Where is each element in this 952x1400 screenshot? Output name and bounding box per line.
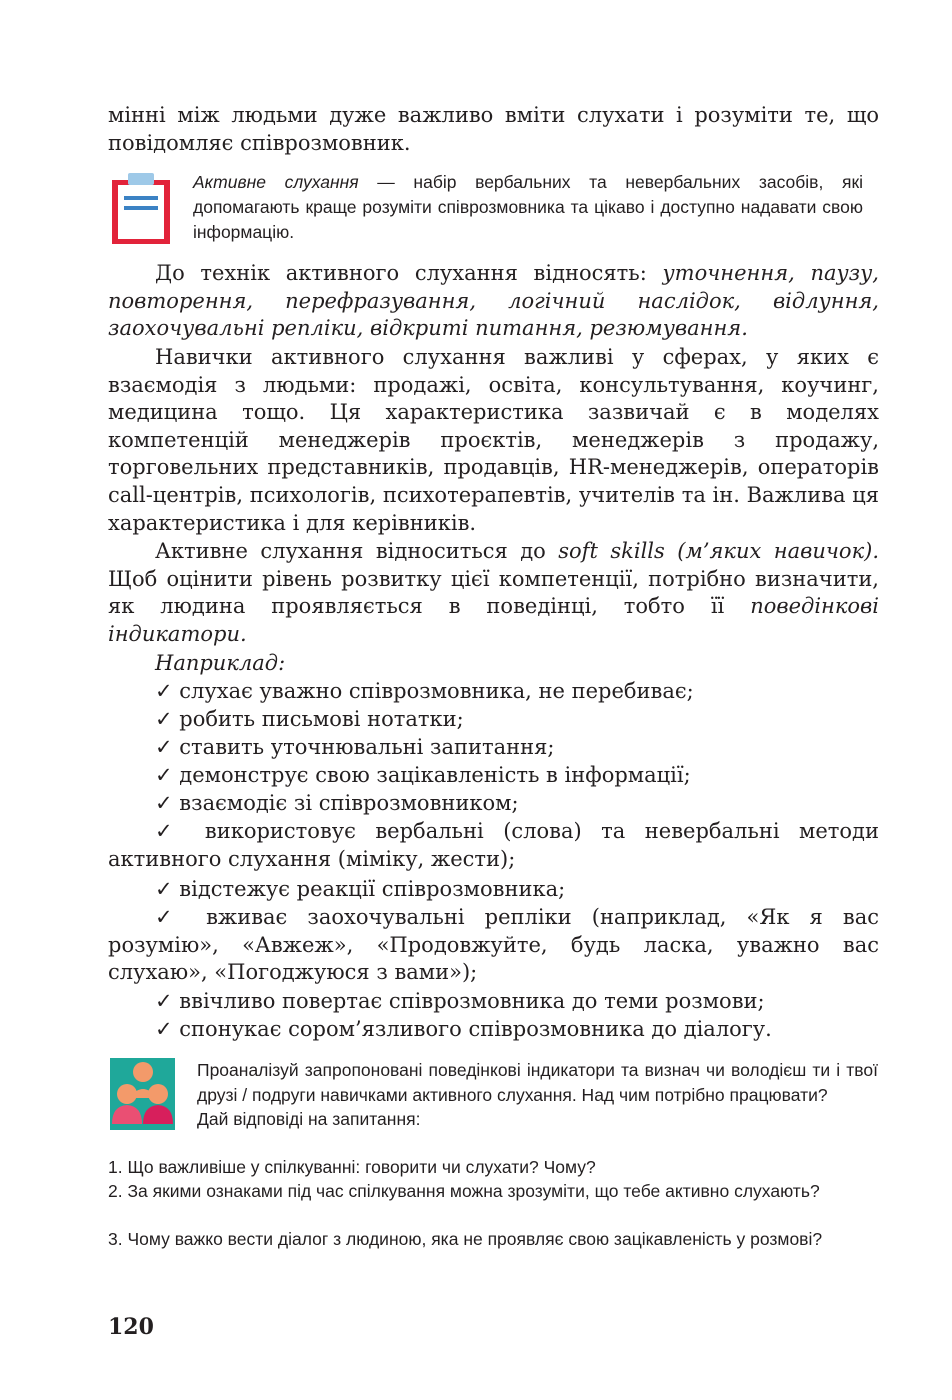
check-icon: ✓ xyxy=(155,819,186,843)
group-discussion-icon xyxy=(110,1058,175,1130)
definition-text xyxy=(193,170,863,245)
check-icon: ✓ xyxy=(155,791,173,815)
clipboard-icon xyxy=(110,170,174,246)
soft-skills-term: soft skills (м’яких навичок). xyxy=(558,539,879,563)
question-item: 1. Що важливіше у спілкуванні: говорити чи слухати? Чому? xyxy=(108,1157,596,1177)
check-icon: ✓ xyxy=(155,1017,173,1041)
check-icon: ✓ xyxy=(155,707,173,731)
check-icon: ✓ xyxy=(155,877,173,901)
paragraph-techniques xyxy=(108,260,879,343)
list-item: ✓ вживає заохочувальні репліки (наприклад, «Як я вас розумію», «Авжеж», «Продовжуйте, будь ласка, уважно вас слухаю», «Погоджуюся з вами»); xyxy=(108,905,879,985)
list-item: ✓ використовує вербальні (слова) та невербальні методи активного слухання (міміку, жести); xyxy=(108,819,879,871)
soft-skills-c: Щоб оцінити рівень розвитку цієї компетенції, потрібно визначити, як людина проявляється в поведінці, тобто її xyxy=(108,566,879,619)
paragraph-spheres: Навички активного слухання важливі у сферах, у яких є взаємодія з людьми: продажі, освіта, консультування, коучинг, медицина тощо. Ця характеристика зазвичай є в моделях компетенцій менеджерів проєктів, менеджерів з продажу, торговельних представників, продавців, HR-менеджерів, операторів call-центрів, психологів, психотерапевтів, учителів та ін. Важлива ця характеристика і для керівників. xyxy=(108,345,879,535)
list-item: ✓ взаємодіє зі співрозмовником; xyxy=(155,791,519,815)
list-item: ✓ ставить уточнювальні запитання; xyxy=(155,735,555,759)
task-instruction: Проаналізуй запропоновані поведінкові індикатори та визнач чи володієш ти і твої друзі / подруги навичками активного слухання. Над чим потрібно працювати? xyxy=(197,1060,878,1105)
list-item: ✓ слухає уважно співрозмовника, не перебиває; xyxy=(155,679,694,703)
list-item: ✓ відстежує реакції співрозмовника; xyxy=(155,877,566,901)
techniques-list: уточнення, паузу, повторення, перефразування, логічний наслідок, відлуння, заохочувальні репліки, відкриті питання, резюмування. xyxy=(108,261,879,341)
check-icon: ✓ xyxy=(155,905,186,929)
question-item: 2. За якими ознаками під час спілкування можна зрозуміти, що тебе активно слухають? xyxy=(108,1181,820,1201)
task-text xyxy=(197,1058,878,1132)
list-item: ✓ демонструє свою зацікавленість в інформації; xyxy=(155,763,691,787)
definition-term: Активне слухання xyxy=(193,172,359,192)
check-icon: ✓ xyxy=(155,989,173,1013)
check-icon: ✓ xyxy=(155,679,173,703)
behavioral-indicators-term: поведінкові індикатори. xyxy=(108,594,879,646)
paragraph-soft-skills xyxy=(108,538,879,648)
list-item: ✓ робить письмові нотатки; xyxy=(155,707,464,731)
example-label: Наприклад: xyxy=(155,651,286,675)
task-prompt: Дай відповіді на запитання: xyxy=(197,1109,421,1129)
check-icon: ✓ xyxy=(155,763,173,787)
paragraph-intro: мінні між людьми дуже важливо вміти слухати і розуміти те, що повідомляє співрозмовник. xyxy=(108,103,879,155)
soft-skills-a: Активне слухання відноситься до xyxy=(155,539,559,563)
question-item: 3. Чому важко вести діалог з людиною, яка не проявляє свою зацікавленість у розмові? xyxy=(108,1229,823,1249)
list-item: ✓ ввічливо повертає співрозмовника до теми розмови; xyxy=(155,989,765,1013)
definition-body: — набір вербальних та невербальних засобів, які допомагають краще розуміти співрозмовника та цікаво і доступно надавати свою інформацію. xyxy=(193,172,863,242)
techniques-lead: До технік активного слухання відносять: xyxy=(155,261,663,285)
page-number: 120 xyxy=(108,1314,154,1340)
list-item: ✓ спонукає сором’язливого співрозмовника до діалогу. xyxy=(155,1017,772,1041)
check-icon: ✓ xyxy=(155,735,173,759)
